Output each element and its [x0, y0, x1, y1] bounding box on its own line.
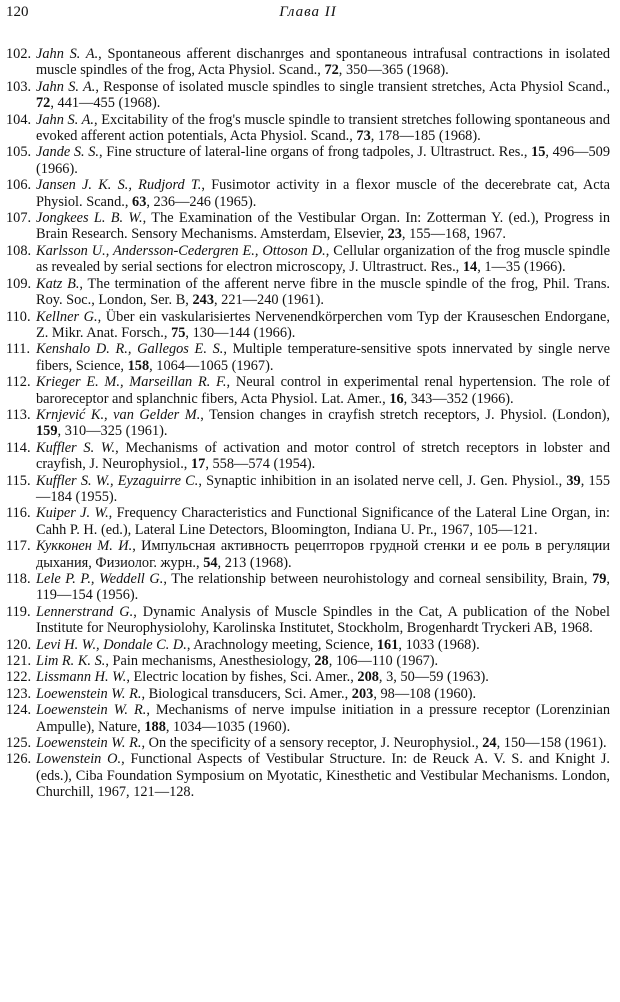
reference-item [6, 571, 610, 604]
reference-number: 120. [6, 636, 32, 653]
reference-number: 114. [6, 439, 31, 456]
reference-pages: , 150—158 (1961). [496, 735, 607, 752]
reference-volume: 14 [462, 259, 478, 276]
reference-pages: , 1064—1065 (1967). [149, 357, 274, 374]
reference-item [6, 702, 610, 735]
reference-authors: Levi H. W., Dondale C. D. [36, 636, 187, 653]
reference-text: , The relationship between neurohistology and corneal sensibility, Brain, [163, 571, 593, 587]
reference-volume: 161 [376, 636, 399, 653]
reference-item [6, 276, 610, 309]
reference-text: , On the specificity of a sensory receptor, J. Neurophysiol., [141, 735, 483, 752]
reference-authors: Krieger E. M., Marseillan R. F. [36, 374, 227, 391]
reference-number: 104. [6, 111, 32, 128]
reference-item [6, 669, 610, 685]
reference-authors: Jahn S. A. [36, 46, 99, 62]
reference-pages: , 343—352 (1966). [403, 390, 514, 407]
reference-authors: Karlsson U., Andersson-Cedergren E., Ottoson D. [36, 242, 326, 259]
reference-pages: , 178—185 (1968). [370, 128, 481, 145]
reference-volume: 39 [566, 472, 581, 489]
reference-item [6, 374, 610, 407]
reference-volume: 72 [324, 62, 339, 79]
reference-pages: , 155—168, 1967. [401, 226, 506, 243]
reference-text: , Mechanisms of nerve impulse initiation in a pressure receptor (Lorenzinian Ampulle), Nature, [36, 702, 610, 735]
reference-number: 110. [6, 308, 31, 325]
reference-text: , Neural control in experimental renal hypertension. The role of baroreceptor and splanchnic fibers, Acta Physiol. Lat. Amer., [36, 374, 610, 407]
reference-item [6, 538, 610, 571]
reference-volume: 15 [531, 144, 546, 161]
reference-authors: Jahn S. A. [36, 78, 96, 95]
reference-item [6, 735, 610, 751]
reference-text: , Импульсная активность рецепторов грудной стенки и ее роль в регуляции дыхания, Физиолог. журн., [36, 538, 610, 571]
reference-item [6, 653, 610, 669]
reference-text: , Pain mechanisms, Anesthesiology, [105, 653, 315, 670]
reference-item [6, 144, 610, 177]
reference-text: , The Examination of the Vestibular Organ. In: Zotterman Y. (ed.), Progress in Brain Research. Sensory Mechanisms. Amsterdam, Elsevier, [36, 210, 611, 243]
reference-pages: , 1034—1035 (1960). [165, 718, 291, 735]
reference-text: , Excitability of the frog's muscle spindle to transient stretches following spontaneous and evoked afferent action potentials, Acta Physiol. Scand., [36, 111, 610, 145]
reference-pages: , 236—246 (1965). [146, 193, 257, 210]
reference-number: 108. [6, 242, 32, 259]
reference-volume: 24 [482, 735, 497, 752]
page-number: 120 [6, 4, 29, 20]
reference-item [6, 46, 610, 79]
reference-text: , Arachnology meeting, Science, [186, 636, 377, 653]
reference-authors: Kuffler S. W. [36, 439, 116, 456]
reference-number: 107. [6, 210, 32, 227]
reference-number: 123. [6, 685, 32, 702]
reference-item [6, 243, 610, 276]
reference-text: , Response of isolated muscle spindles to single transient stretches, Acta Physiol Scand., [95, 78, 610, 95]
reference-volume: 23 [387, 226, 402, 243]
reference-item [6, 79, 610, 112]
reference-volume: 203 [351, 685, 374, 702]
reference-text: , Spontaneous afferent dischanrges and spontaneous intrafusal contractions in isolated muscle spindles of the frog, Acta Physiol. Scand., [36, 46, 610, 79]
reference-volume: 79 [592, 571, 607, 587]
reference-item [6, 407, 610, 440]
reference-authors: Katz B. [36, 275, 80, 292]
reference-volume: 73 [356, 128, 371, 145]
reference-authors: Kenshalo D. R., Gallegos E. S. [36, 341, 224, 358]
reference-text: , Tension changes in crayfish stretch receptors, J. Physiol. (London), [200, 406, 610, 423]
reference-number: 113. [6, 406, 31, 423]
reference-volume: 16 [389, 390, 404, 407]
reference-list [6, 46, 610, 801]
reference-pages: , 310—325 (1961). [57, 423, 168, 440]
page-header [6, 4, 610, 26]
reference-authors: Lele P. P., Weddell G. [36, 571, 164, 587]
reference-item [6, 440, 610, 473]
reference-pages: , 441—455 (1968). [50, 95, 161, 112]
reference-text: , Cellular organization of the frog muscle spindle as revealed by serial sections for electron microscopy, J. Ultrastruct. Res., [36, 242, 610, 276]
reference-authors: Кукконен М. И. [36, 538, 133, 555]
reference-pages: , 130—144 (1966). [185, 324, 296, 341]
reference-number: 126. [6, 751, 32, 768]
reference-item [6, 751, 610, 800]
reference-pages: , 119—154 (1956). [36, 571, 610, 604]
reference-text: , Frequency Characteristics and Functional Significance of the Lateral Line Organ, in: Cahh P. H. (ed.), Lateral Line Detectors, Bloomington, Indiana U. Pr., 1967, 105—121. [36, 505, 611, 538]
reference-volume: 188 [144, 718, 166, 735]
reference-pages: , 350—365 (1968). [338, 62, 449, 79]
reference-authors: Jahn S. A. [36, 111, 95, 128]
reference-volume: 75 [171, 324, 186, 341]
reference-authors: Lennerstrand G. [36, 603, 134, 620]
reference-volume: 208 [357, 669, 379, 686]
reference-authors: Lissmann H. W. [36, 669, 127, 686]
reference-text: , The termination of the afferent nerve fibre in the muscle spindle of the frog, Phil. Trans. Roy. Soc., London, Ser. B, [36, 275, 610, 309]
reference-authors: Kuiper J. W. [36, 505, 109, 522]
reference-number: 124. [6, 702, 32, 719]
reference-volume: 72 [36, 95, 51, 112]
reference-text: , Functional Aspects of Vestibular Structure. In: de Reuck A. V. S. and Knight J. (eds.), Ciba Foundation Symposium on Myotatic, Kinesthetic and Vestibular Mechanisms. London, Churchill, 1967, 121—128. [36, 751, 610, 801]
reference-number: 125. [6, 735, 32, 752]
reference-volume: 63 [132, 193, 147, 210]
reference-item [6, 341, 610, 374]
reference-authors: Jongkees L. B. W. [36, 210, 143, 227]
reference-number: 111. [6, 341, 31, 358]
reference-number: 118. [6, 571, 31, 587]
reference-number: 102. [6, 46, 32, 62]
reference-volume: 28 [314, 653, 329, 670]
reference-authors: Kuffler S. W., Eyzaguirre C. [36, 472, 199, 489]
reference-number: 103. [6, 78, 32, 95]
reference-number: 112. [6, 374, 31, 391]
reference-volume: 158 [127, 357, 150, 374]
reference-pages: , 3, 50—59 (1963). [378, 669, 489, 686]
reference-volume: 17 [190, 456, 206, 473]
reference-authors: Loewenstein W. R. [36, 735, 142, 752]
reference-text: , Über ein vaskularisiertes Nervenendkörperchen vom Typ der Krauseschen Endorgane, Z. Mikr. Anat. Forsch., [36, 308, 610, 341]
reference-pages: , 1033 (1968). [398, 636, 480, 653]
reference-text: , Synaptic inhibition in an isolated nerve cell, J. Gen. Physiol., [198, 472, 567, 489]
reference-authors: Lim R. K. S. [36, 653, 106, 670]
reference-authors: Krnjević K., van Gelder M. [36, 406, 201, 423]
reference-pages: , 496—509 (1966). [36, 144, 611, 177]
reference-pages: , 98—108 (1960). [373, 685, 477, 702]
reference-number: 119. [6, 603, 31, 620]
reference-text: , Electric location by fishes, Sci. Amer., [126, 669, 358, 686]
reference-volume: 54 [203, 554, 218, 571]
reference-item [6, 686, 610, 702]
reference-volume: 159 [36, 423, 58, 440]
reference-number: 116. [6, 505, 31, 522]
reference-pages: , 1—35 (1966). [477, 259, 566, 276]
reference-authors: Loewenstein W. R. [36, 685, 142, 702]
reference-pages: , 558—574 (1954). [205, 456, 316, 473]
reference-authors: Kellner G. [36, 308, 98, 325]
reference-pages: , 155—184 (1955). [36, 472, 610, 505]
reference-item [6, 637, 610, 653]
reference-pages: , 221—240 (1961). [213, 292, 324, 309]
reference-volume: 243 [192, 292, 214, 309]
reference-item [6, 604, 610, 637]
reference-text: , Fine structure of lateral-line organs of frong tadpoles, J. Ultrastruct. Res., [99, 144, 532, 161]
reference-number: 105. [6, 144, 32, 161]
reference-text: , Multiple temperature-sensitive spots innervated by single nerve fibers, Science, [36, 341, 610, 374]
reference-item [6, 309, 610, 342]
reference-pages: , 213 (1968). [217, 554, 292, 571]
reference-item [6, 210, 610, 243]
reference-authors: Loewenstein W. R. [36, 702, 147, 719]
reference-authors: Jansen J. K. S., Rudjord T. [36, 177, 202, 194]
reference-number: 115. [6, 472, 31, 489]
reference-text: , Fusimotor activity in a flexor muscle of the decerebrate cat, Acta Physiol. Scand., [36, 177, 610, 210]
reference-number: 109. [6, 275, 32, 292]
reference-authors: Lowenstein O. [36, 751, 122, 768]
reference-item [6, 505, 610, 538]
reference-number: 106. [6, 177, 32, 194]
reference-text: , Biological transducers, Sci. Amer., [141, 685, 352, 702]
reference-item [6, 473, 610, 506]
reference-item [6, 177, 610, 210]
reference-pages: , 106—110 (1967). [328, 653, 439, 670]
reference-text: , Dynamic Analysis of Muscle Spindles in the Cat, A publication of the Nobel Institute for Neurophysiolohy, Karolinska Institutet, Stockholm, Brogenhardt Tryckeri AB, 1968. [36, 603, 610, 637]
reference-number: 122. [6, 669, 32, 686]
reference-item [6, 112, 610, 145]
chapter-title: Глава II [279, 4, 337, 20]
reference-number: 121. [6, 653, 32, 670]
reference-number: 117. [6, 538, 31, 555]
reference-authors: Jande S. S. [36, 144, 100, 161]
reference-text: , Mechanisms of activation and motor control of stretch receptors in lobster and crayfish, J. Neurophysiol., [36, 439, 610, 473]
